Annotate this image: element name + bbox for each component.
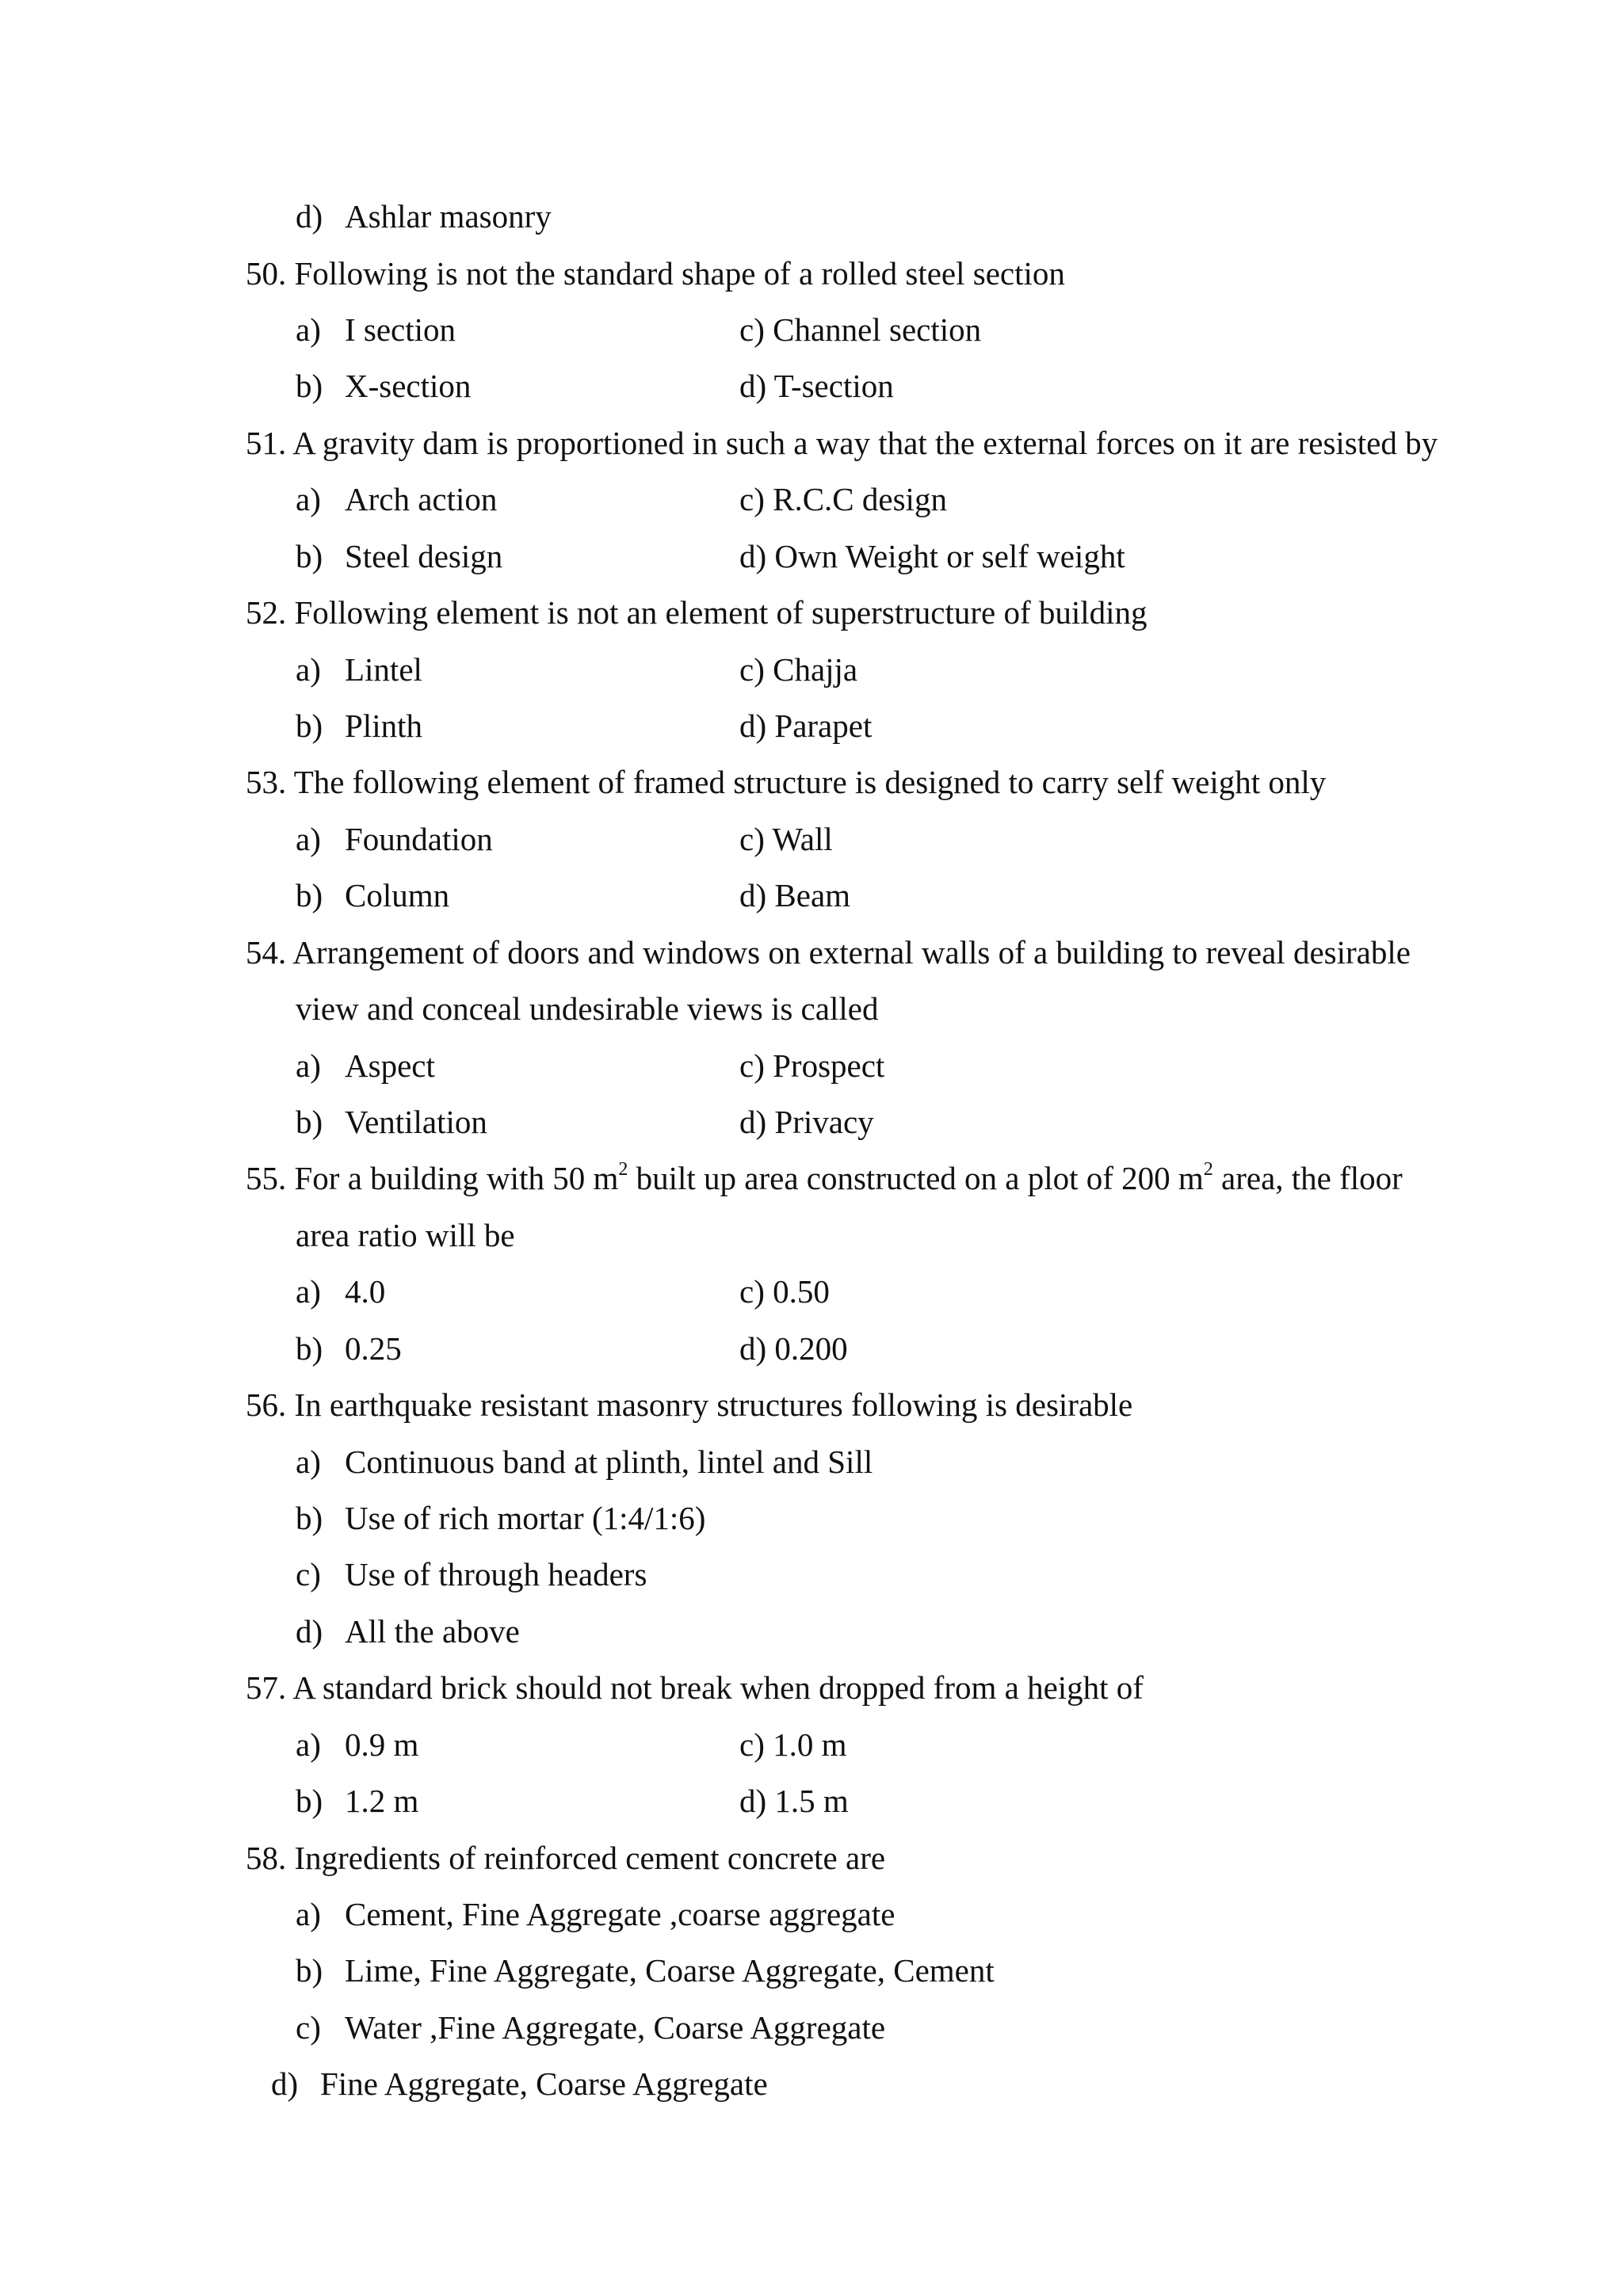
option-letter: c) xyxy=(739,1726,765,1763)
question-text-part: area, the floor xyxy=(1212,1160,1403,1196)
option-letter: d) xyxy=(271,2065,299,2102)
question-text: The following element of framed structure is designed to carry self weight only xyxy=(293,764,1327,800)
option-letter: d) xyxy=(296,1613,323,1650)
question-text: Following element is not an element of superstructure of building xyxy=(294,594,1148,631)
option-letter: c) xyxy=(739,311,765,348)
option-line xyxy=(296,1502,705,1535)
question-number: 53. xyxy=(246,764,287,800)
option-line xyxy=(739,1273,830,1310)
option-text: Foundation xyxy=(345,821,493,857)
question-text: Ingredients of reinforced cement concrete are xyxy=(294,1840,886,1876)
option-letter: b) xyxy=(296,707,323,744)
option-text: 4.0 xyxy=(345,1273,386,1310)
option-text: 1.5 m xyxy=(774,1783,849,1819)
question-stem xyxy=(246,1669,1144,1706)
option-letter: c) xyxy=(296,2009,321,2046)
option-letter: b) xyxy=(296,1500,323,1536)
superscript: 2 xyxy=(618,1159,628,1180)
option-letter: b) xyxy=(296,1783,323,1819)
option-line xyxy=(296,1558,647,1591)
option-line xyxy=(296,879,449,912)
option-text: Privacy xyxy=(774,1104,874,1140)
option-text: 1.2 m xyxy=(345,1783,419,1819)
option-text: Chajja xyxy=(773,651,858,688)
question-text: Following is not the standard shape of a rolled steel section xyxy=(294,255,1065,292)
option-line xyxy=(296,2009,886,2046)
option-text: Wall xyxy=(772,821,833,857)
option-letter: c) xyxy=(296,1556,321,1592)
option-letter: b) xyxy=(296,1330,323,1367)
question-text-continued: view and conceal undesirable views is called xyxy=(296,990,879,1027)
option-letter: a) xyxy=(296,1047,321,1084)
option-line xyxy=(739,879,850,912)
question-text: A standard brick should not break when dropped from a height of xyxy=(292,1669,1144,1706)
option-line xyxy=(739,1785,849,1817)
question-text: Arrangement of doors and windows on external walls of a building to reveal desirable xyxy=(292,934,1411,971)
option-text: 0.25 xyxy=(345,1330,402,1367)
question-number: 54. xyxy=(246,934,287,971)
question-number: 57. xyxy=(246,1669,287,1706)
option-line xyxy=(739,370,894,402)
superscript: 2 xyxy=(1203,1159,1213,1180)
option-line xyxy=(296,1330,402,1367)
option-line xyxy=(739,311,982,348)
option-line xyxy=(296,1726,419,1763)
option-text: R.C.C design xyxy=(773,481,947,517)
option-text: Column xyxy=(345,877,450,913)
question-number: 55. xyxy=(246,1160,287,1196)
option-letter: b) xyxy=(296,368,323,404)
option-text: Cement, Fine Aggregate ,coarse aggregate xyxy=(345,1896,896,1932)
option-letter: a) xyxy=(296,311,321,348)
option-line xyxy=(739,1330,848,1367)
option-line xyxy=(739,540,1125,573)
question-stem xyxy=(246,594,1148,631)
option-line xyxy=(296,823,493,856)
option-text: 0.9 m xyxy=(345,1726,419,1763)
option-text: Use of rich mortar (1:4/1:6) xyxy=(345,1500,706,1536)
question-text xyxy=(295,1160,1403,1196)
option-text: 0.200 xyxy=(774,1330,848,1367)
option-line xyxy=(271,2065,768,2102)
option-text: Ventilation xyxy=(345,1104,487,1140)
option-text: I section xyxy=(345,311,456,348)
option-text: 0.50 xyxy=(773,1273,830,1310)
question-number: 50. xyxy=(246,255,287,292)
option-letter: c) xyxy=(739,821,765,857)
option-letter: c) xyxy=(739,1273,765,1310)
option-letter: d) xyxy=(739,368,767,404)
option-text: X-section xyxy=(345,368,472,404)
option-line xyxy=(296,200,552,233)
option-text: Own Weight or self weight xyxy=(774,538,1125,574)
option-letter: d) xyxy=(296,198,323,235)
option-text: Continuous band at plinth, lintel and Sill xyxy=(345,1444,873,1480)
question-text-part: For a building with 50 m xyxy=(294,1160,619,1196)
option-letter: a) xyxy=(296,651,321,688)
question-stem xyxy=(246,427,1438,460)
option-text: Plinth xyxy=(345,707,422,744)
question-stem xyxy=(246,257,1065,290)
option-letter: b) xyxy=(296,877,323,913)
option-letter: d) xyxy=(739,1330,767,1367)
option-line xyxy=(739,1726,847,1763)
question-number: 51. xyxy=(246,425,287,461)
option-line xyxy=(296,311,456,348)
option-line xyxy=(296,1615,520,1648)
option-text: Fine Aggregate, Coarse Aggregate xyxy=(320,2065,768,2102)
option-line xyxy=(296,707,422,744)
option-letter: d) xyxy=(739,707,767,744)
question-stem xyxy=(246,1159,1403,1196)
option-text: Arch action xyxy=(345,481,498,517)
option-letter: b) xyxy=(296,1104,323,1140)
option-line xyxy=(296,540,502,573)
question-stem xyxy=(246,766,1326,799)
option-text: Parapet xyxy=(774,707,873,744)
option-letter: d) xyxy=(739,538,767,574)
option-line xyxy=(296,1106,487,1138)
option-line xyxy=(739,651,858,688)
option-letter: a) xyxy=(296,1444,321,1480)
option-letter: d) xyxy=(739,1104,767,1140)
option-line xyxy=(296,1446,873,1478)
option-text: Steel design xyxy=(345,538,503,574)
option-text: T-section xyxy=(773,368,894,404)
question-text-part: built up area constructed on a plot of 200 m xyxy=(628,1160,1204,1196)
option-letter: a) xyxy=(296,1726,321,1763)
option-text: Lintel xyxy=(345,651,422,688)
option-letter: b) xyxy=(296,538,323,574)
option-line xyxy=(296,1047,435,1084)
question-text-continued: area ratio will be xyxy=(296,1217,515,1253)
option-line xyxy=(296,1273,386,1310)
question-number: 58. xyxy=(246,1840,287,1876)
question-number: 56. xyxy=(246,1386,287,1423)
option-line xyxy=(296,483,497,516)
option-letter: a) xyxy=(296,1896,321,1932)
option-text: Ashlar masonry xyxy=(345,198,552,235)
option-line xyxy=(739,707,873,744)
option-text: Prospect xyxy=(773,1047,885,1084)
question-text: In earthquake resistant masonry structures following is desirable xyxy=(294,1386,1133,1423)
option-text: Aspect xyxy=(345,1047,435,1084)
option-line xyxy=(296,651,422,688)
option-letter: a) xyxy=(296,1273,321,1310)
option-letter: d) xyxy=(739,877,767,913)
option-line xyxy=(739,483,947,516)
question-stem xyxy=(246,1842,885,1875)
option-line xyxy=(296,1898,895,1931)
option-letter: a) xyxy=(296,481,321,517)
option-text: Channel section xyxy=(773,311,982,348)
option-letter: a) xyxy=(296,821,321,857)
option-letter: c) xyxy=(739,651,765,688)
option-line xyxy=(296,1952,995,1989)
option-text: Beam xyxy=(774,877,851,913)
option-letter: b) xyxy=(296,1952,323,1989)
option-text: All the above xyxy=(345,1613,520,1650)
option-letter: d) xyxy=(739,1783,767,1819)
option-text: Lime, Fine Aggregate, Coarse Aggregate, Cement xyxy=(345,1952,995,1989)
option-letter: c) xyxy=(739,1047,765,1084)
question-stem xyxy=(246,936,1411,969)
option-line xyxy=(739,1106,874,1138)
question-stem xyxy=(246,1386,1133,1423)
option-text: Use of through headers xyxy=(345,1556,647,1592)
option-text: 1.0 m xyxy=(773,1726,847,1763)
option-line xyxy=(296,370,471,402)
option-text: Water ,Fine Aggregate, Coarse Aggregate xyxy=(345,2009,886,2046)
option-letter: c) xyxy=(739,481,765,517)
question-text: A gravity dam is proportioned in such a way that the external forces on it are resisted by xyxy=(292,425,1438,461)
option-line xyxy=(739,823,833,856)
option-line xyxy=(296,1785,418,1817)
option-line xyxy=(739,1047,885,1084)
question-number: 52. xyxy=(246,594,287,631)
